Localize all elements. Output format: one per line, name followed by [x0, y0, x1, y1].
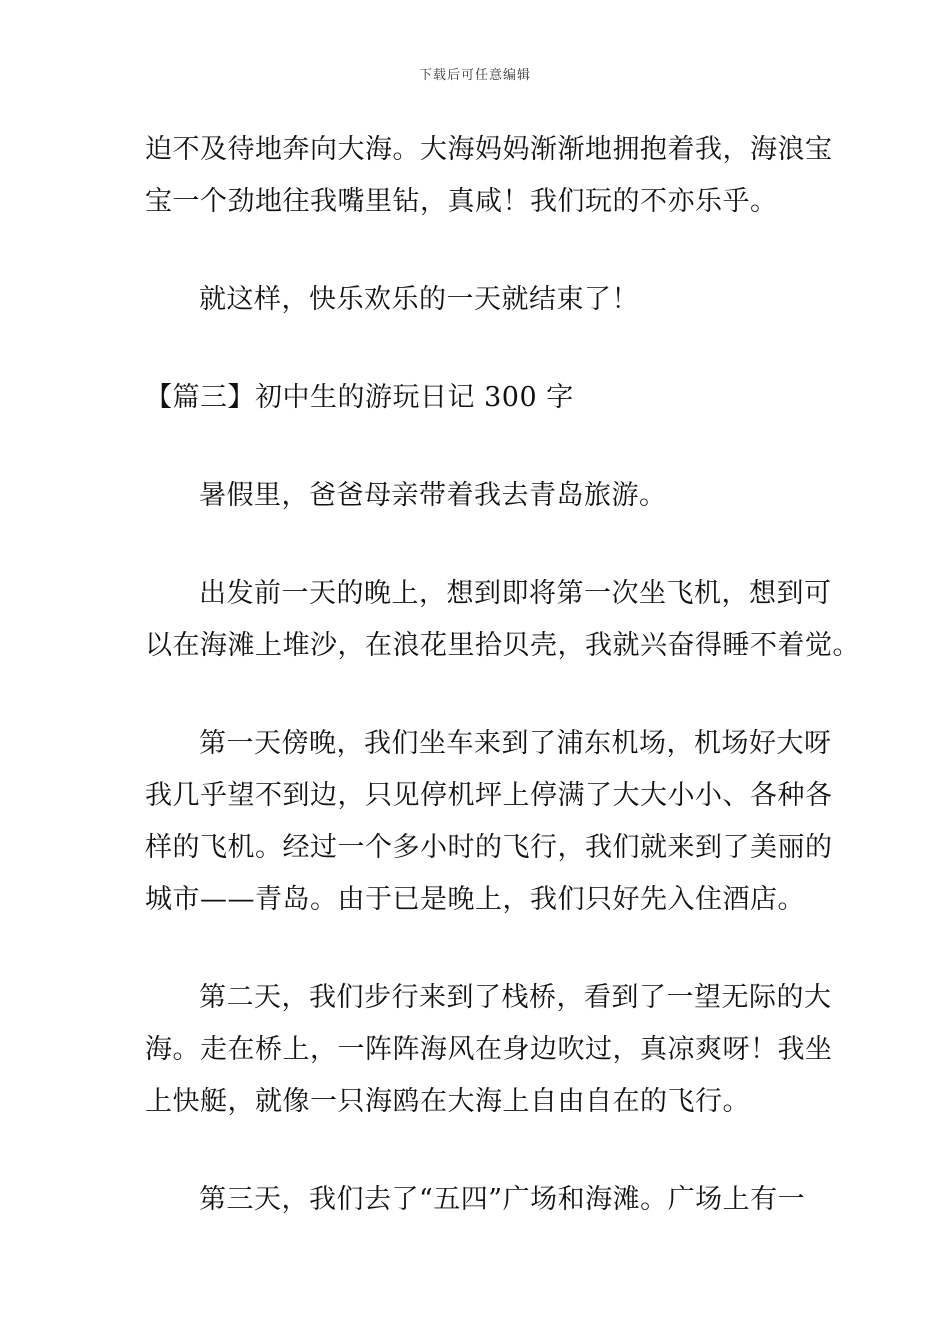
paragraph-6	[145, 972, 833, 1128]
paragraph-5	[145, 718, 833, 926]
paragraph-line: 第三天，我们去了“五四”广场和海滩。广场上有一	[199, 1184, 806, 1215]
paragraph-line: 第一天傍晚，我们坐车来到了浦东机场，机场好大呀	[199, 728, 832, 759]
paragraph-line: 海。走在桥上，一阵阵海风在身边吹过，真凉爽呀！我坐	[145, 1034, 833, 1065]
paragraph-line: 第二天，我们步行来到了栈桥，看到了一望无际的大	[199, 982, 832, 1013]
page-header-note: 下载后可任意编辑	[418, 68, 531, 83]
paragraph-2	[145, 274, 810, 326]
paragraph-line: 我几乎望不到边，只见停机坪上停满了大大小小、各种各	[145, 780, 833, 811]
paragraph-line: 城市——青岛。由于已是晚上，我们只好先入住酒店。	[145, 884, 805, 915]
section-heading-text: 【篇三】初中生的游玩日记 300 字	[145, 382, 574, 413]
paragraph-line: 就这样，快乐欢乐的一天就结束了！	[199, 284, 639, 315]
paragraph-3	[145, 470, 810, 522]
paragraph-line: 出发前一天的晚上，想到即将第一次坐飞机，想到可	[199, 578, 832, 609]
paragraph-line: 上快艇，就像一只海鸥在大海上自由自在的飞行。	[145, 1086, 750, 1117]
document-body	[145, 124, 860, 1272]
paragraph-4	[145, 568, 860, 672]
section-heading	[145, 372, 810, 424]
paragraph-line: 宝一个劲地往我嘴里钻，真咸！我们玩的不亦乐乎。	[145, 186, 778, 217]
paragraph-1	[145, 124, 833, 228]
paragraph-line: 样的飞机。经过一个多小时的飞行，我们就来到了美丽的	[145, 832, 833, 863]
paragraph-7	[145, 1174, 810, 1226]
paragraph-line: 以在海滩上堆沙，在浪花里拾贝壳，我就兴奋得睡不着觉。	[145, 630, 860, 661]
paragraph-line: 迫不及待地奔向大海。大海妈妈渐渐地拥抱着我，海浪宝	[145, 134, 833, 165]
paragraph-line: 暑假里，爸爸母亲带着我去青岛旅游。	[199, 480, 667, 511]
